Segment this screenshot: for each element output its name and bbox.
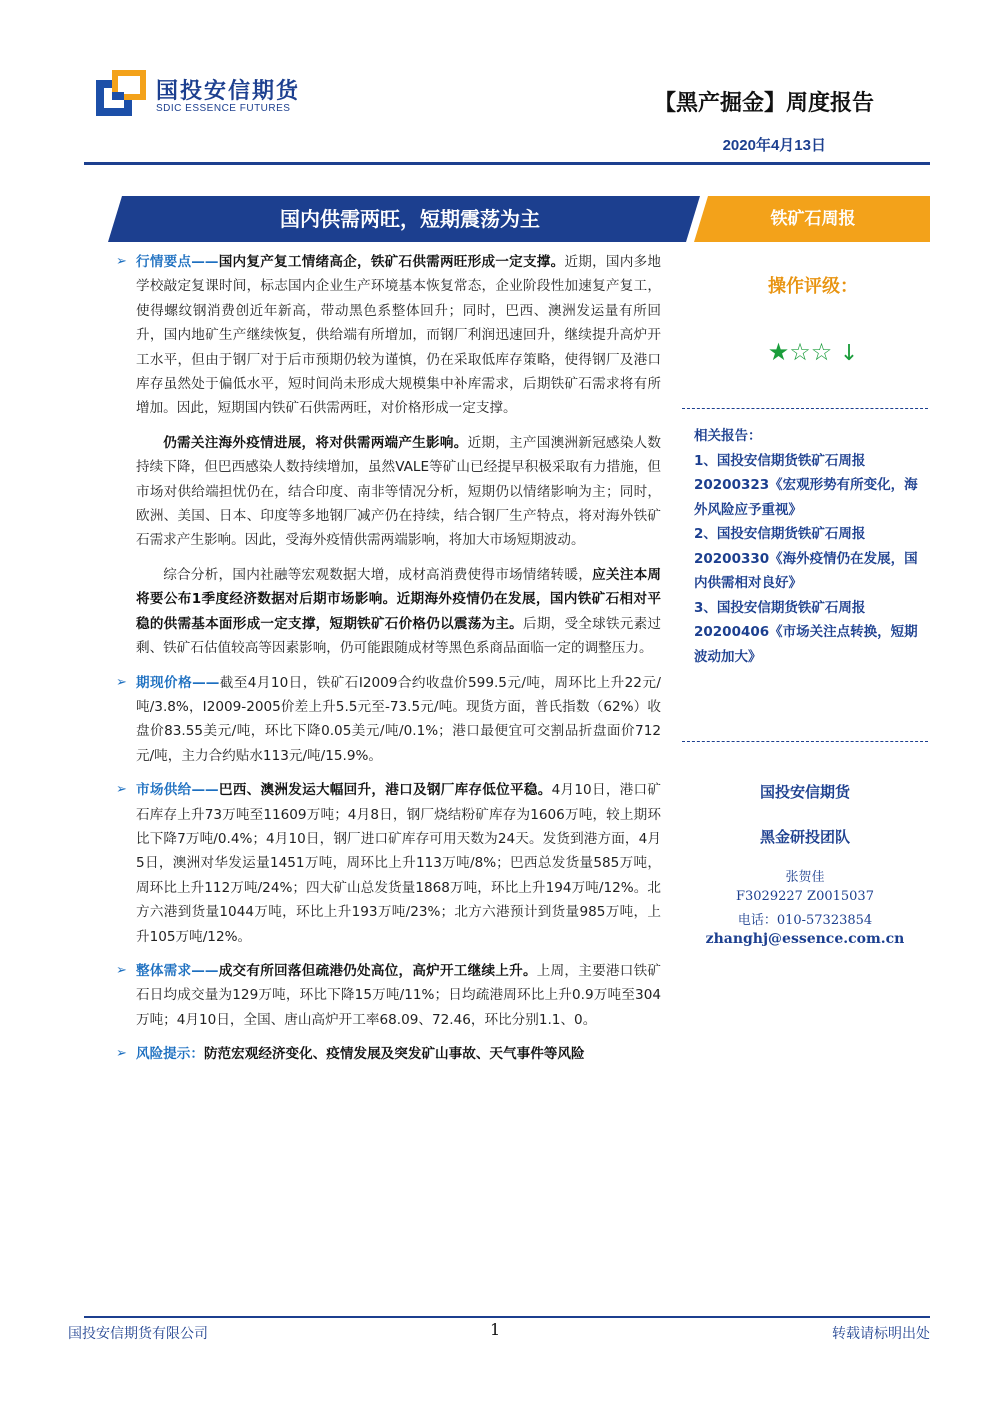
related-report-item[interactable]: 3、国投安信期货铁矿石周报20200406《市场关注点转换，短期波动加大》 xyxy=(694,599,918,665)
side-divider-bottom xyxy=(682,741,928,742)
arrow-bullet-icon: ➢ xyxy=(116,254,127,269)
footer-divider xyxy=(84,1316,930,1318)
team-name: 黑金研投团队 xyxy=(759,828,850,846)
logo-text-en: SDIC ESSENCE FUTURES xyxy=(156,103,291,114)
price-paragraph: ➢ 期现价格——截至4月10日，铁矿石I2009合约收盘价599.5元/吨，周环比上升22元/吨/3.8%，I2009-2005价差上升5.5元至-73.5元/吨。现货方面，普氏指数（62%）收盘价83.55美元/吨，环比下降0.05美元/吨/0.1%；港口最便宜可交割品折盘面价712元/吨，主力合约贴水113元/吨/15.9%。 xyxy=(116,671,661,769)
arrow-bullet-icon: ➢ xyxy=(116,782,127,798)
logo-text-cn: 国投安信期货 xyxy=(156,79,301,104)
header-divider xyxy=(84,162,930,165)
report-category-tag: 铁矿石周报 xyxy=(770,209,856,229)
arrow-bullet-icon: ➢ xyxy=(116,674,127,690)
star-empty-icon: ☆ xyxy=(810,338,833,366)
related-reports xyxy=(694,424,924,669)
star-filled-icon: ★ xyxy=(767,338,790,366)
supply-paragraph: ➢ 市场供给——巴西、澳洲发运大幅回升，港口及钢厂库存低位平稳。4月10日，港口矿石库存上升73万吨至11609万吨；4月8日，钢厂烧结粉矿库存为1606万吨，较上期环比下降7万吨/0.4%；4月10日，钢厂进口矿库存可用天数为24天。发货到港方面，4月5日，澳洲对华发运量1451万吨，周环比上升113万吨/8%；巴西总发货量585万吨，周环比上升112万吨/24%；四大矿山总发货量1868万吨，环比上升194万吨/12%。北方六港到货量1044万吨，环比上升193万吨/23%；北方六港预计到货量985万吨，上升105万吨/12%。 xyxy=(116,778,661,949)
conclusion-paragraph: 综合分析，国内社融等宏观数据大增，成材高消费使得市场情绪转暖，应关注本周将要公布1季度经济数据对后期市场影响。近期海外疫情仍在发展，国内铁矿石相对平稳的供需基本面形成一定支撑，短期铁矿石价格仍以震荡为主。后期，受全球铁元素过剩、铁矿石估值较高等因素影响，仍可能跟随成材等黑色系商品面临一定的调整压力。 xyxy=(136,566,662,657)
report-date: 2020年4月13日 xyxy=(722,137,826,154)
side-divider-top xyxy=(682,408,928,409)
down-arrow-icon: ↓ xyxy=(839,341,859,366)
risk-paragraph: ➢ 风险提示：防范宏观经济变化、疫情发展及突发矿山事故、天气事件等风险 xyxy=(116,1042,661,1066)
arrow-bullet-icon: ➢ xyxy=(116,1046,127,1062)
related-report-item[interactable]: 1、国投安信期货铁矿石周报20200323《宏观形势有所变化，海外风险应予重视》 xyxy=(694,452,918,518)
related-title: 相关报告： xyxy=(694,428,762,444)
page-number: 1 xyxy=(490,1320,501,1339)
demand-paragraph: ➢ 整体需求——成交有所回落但疏港仍处高位，高炉开工继续上升。上周，主要港口铁矿石日均成交量为129万吨，环比下降15万吨/11%；日均疏港周环比上升0.9万吨至304万吨；4月10日，全国、唐山高炉开工率68.09、72.46，环比分别1.1、0。 xyxy=(116,959,661,1032)
rating-label: 操作评级： xyxy=(768,276,858,297)
market-summary-paragraph: ➢ 行情要点——国内复产复工情绪高企，铁矿石供需两旺形成一定支撑。近期，国内多地学校敲定复课时间，标志国内企业生产环境基本恢复常态，企业阶段性加速复产复工，使得螺纹钢消费创近年新高，带动黑色系整体回升；同时，巴西、澳洲发运量有所回升，国内地矿生产继续恢复，供给端有所增加，而钢厂利润迅速回升，继续提升高炉开工水平，但由于钢厂对于后市预期仍较为谨慎，仍在采取低库存策略，使得钢厂及港口库存虽然处于偏低水平，短时间尚未形成大规模集中补库需求，后期铁矿石需求将有所增加。因此，短期国内铁矿石供需两旺，对价格形成一定支撑。 xyxy=(116,250,661,421)
main-content xyxy=(116,250,661,1077)
footer-company: 国投安信期货有限公司 xyxy=(68,1326,208,1342)
star-empty-icon: ☆ xyxy=(789,338,811,366)
footer-copyright: 转载请标明出处 xyxy=(832,1326,930,1342)
company-name: 国投安信期货 xyxy=(759,783,850,801)
arrow-bullet-icon: ➢ xyxy=(116,962,127,978)
analyst-phone: 电话：010-57323854 xyxy=(737,913,873,928)
analyst-email[interactable]: zhanghj@essence.com.cn xyxy=(705,931,905,947)
analyst-license: F3029227 Z0015037 xyxy=(736,889,874,904)
report-title: 【黑产掘金】周度报告 xyxy=(653,91,874,116)
overseas-epidemic-paragraph: 仍需关注海外疫情进展，将对供需两端产生影响。近期，主产国澳洲新冠感染人数持续下降，但巴西感染人数持续增加，虽然VALE等矿山已经提早积极采取有力措施，但市场对供给端担忧仍在，结合印度、南非等情况分析，短期仍以情绪影响为主；同时，欧洲、美国、日本、印度等多地钢厂减产仍在持续，结合钢厂生产特点，将对海外铁矿石需求产生影响。因此，受海外疫情供需两端影响，将加大市场短期波动。 xyxy=(136,434,662,549)
analyst-name: 张贺佳 xyxy=(785,870,825,885)
company-logo-icon xyxy=(96,70,146,116)
related-report-item[interactable]: 2、国投安信期货铁矿石周报20200330《海外疫情仍在发展，国内供需相对良好》 xyxy=(694,526,918,591)
rating-stars xyxy=(700,338,926,366)
banner-title: 国内供需两旺，短期震荡为主 xyxy=(280,207,540,231)
